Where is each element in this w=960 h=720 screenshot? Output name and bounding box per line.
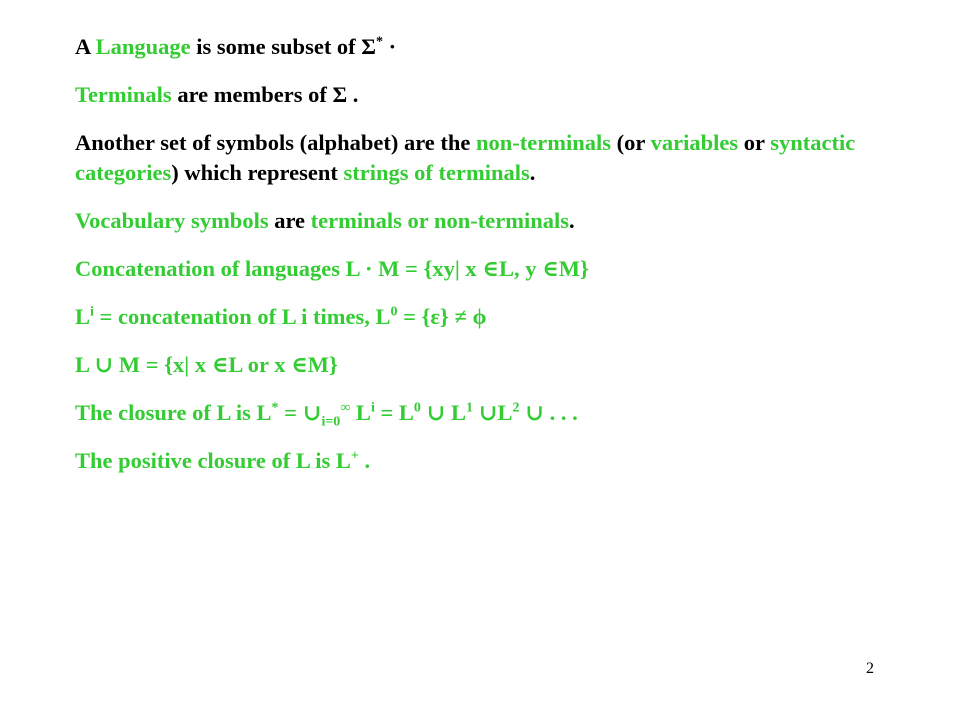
text-segment: terminals or non-terminals xyxy=(310,208,569,233)
line-terminals-definition xyxy=(75,80,905,110)
text-segment: non-terminals xyxy=(476,130,612,155)
text-segment: Vocabulary symbols xyxy=(75,208,269,233)
text-segment: (or xyxy=(611,130,651,155)
text-segment: . xyxy=(358,448,371,473)
text-segment: = ∪ xyxy=(278,400,322,425)
page-number: 2 xyxy=(866,660,874,677)
line-positive-closure-definition xyxy=(75,446,905,476)
text-segment: variables xyxy=(650,130,739,155)
text-segment: = {ε} ≠ ϕ xyxy=(397,304,487,329)
text-segment: The xyxy=(75,448,119,473)
text-segment: = concat xyxy=(93,304,181,329)
text-segment: . xyxy=(568,208,575,233)
text-segment: ∪L xyxy=(473,400,513,425)
text-segment: ∪ . . . xyxy=(519,400,578,425)
text-segment: enation of L i times, L xyxy=(180,304,391,329)
line-non-terminals-definition xyxy=(75,128,905,188)
text-segment: A xyxy=(75,34,96,59)
text-segment: Terminals xyxy=(75,82,172,107)
text-segment: The xyxy=(75,400,119,425)
line-language-definition xyxy=(75,32,905,62)
text-segment: L xyxy=(75,304,91,329)
line-concatenation-definition xyxy=(75,254,905,284)
text-segment: enation of languages L · M = xyxy=(143,256,424,281)
text-segment: are members of Σ . xyxy=(171,82,359,107)
text-segment: 1 xyxy=(466,400,474,416)
text-segment: Concat xyxy=(75,256,144,281)
line-union-definition xyxy=(75,350,905,380)
text-segment: L xyxy=(350,400,371,425)
text-segment: . xyxy=(529,160,536,185)
text-segment: ∪ L xyxy=(420,400,467,425)
text-segment: {xy| x ∈L, y ∈M} xyxy=(423,256,589,281)
text-segment: ∞ xyxy=(340,400,351,416)
line-power-definition xyxy=(75,302,905,332)
text-segment: 0 xyxy=(390,304,398,320)
text-segment: 2 xyxy=(512,400,520,416)
text-segment: Another set of symbols (alphabet) are the xyxy=(75,130,477,155)
text-segment: or xyxy=(738,130,771,155)
text-segment: strings of terminals xyxy=(343,160,530,185)
text-segment: positive closure xyxy=(118,448,266,473)
text-segment: i=0 xyxy=(321,414,341,430)
text-segment: = L xyxy=(374,400,414,425)
text-segment: + xyxy=(350,448,359,464)
line-closure-definition xyxy=(75,398,905,428)
text-segment: · xyxy=(383,34,397,59)
text-segment: i xyxy=(370,400,375,416)
text-segment: Language xyxy=(95,34,191,59)
text-segment: is some subset of Σ xyxy=(190,34,377,59)
text-segment: 0 xyxy=(413,400,421,416)
text-segment: closure xyxy=(118,400,187,425)
text-segment: * xyxy=(271,400,279,416)
text-segment: L ∪ M = {x| x ∈L or x ∈M} xyxy=(75,352,338,377)
text-segment: syntactic categories xyxy=(75,130,856,185)
text-segment: * xyxy=(376,34,384,50)
text-segment: ) which represent xyxy=(171,160,344,185)
text-segment: i xyxy=(90,304,94,320)
line-vocabulary-definition xyxy=(75,206,905,236)
text-segment: are xyxy=(268,208,311,233)
text-segment: of L is L xyxy=(265,448,351,473)
text-segment: of L is L xyxy=(186,400,272,425)
